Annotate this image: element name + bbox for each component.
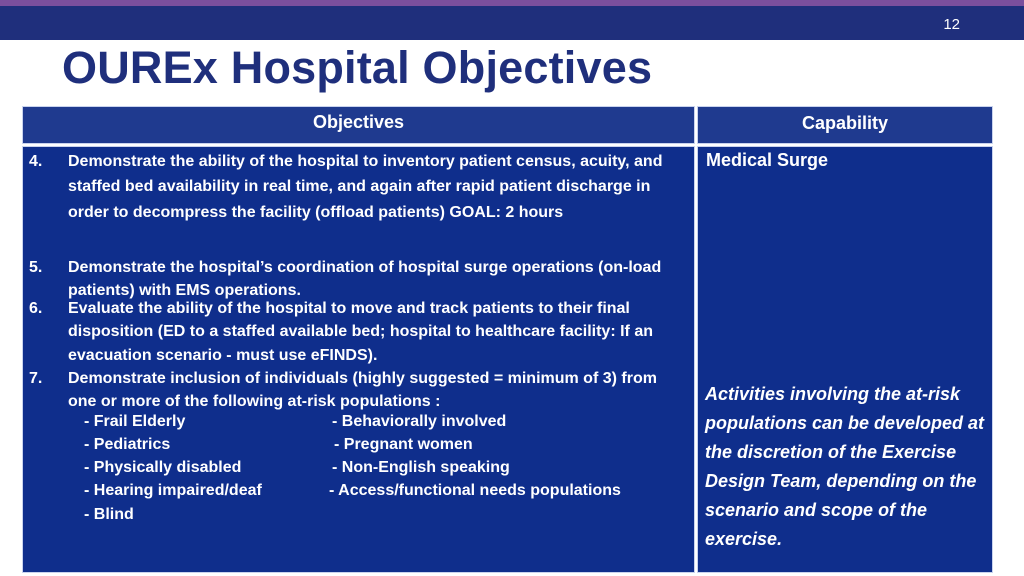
objectives-cell [22, 146, 695, 573]
objective-item [23, 367, 688, 414]
capability-heading: Medical Surge [706, 150, 829, 170]
objective-text: Demonstrate the ability of the hospital to inventory patient census, acuity, and staffed bed availability in real time, and again after rapid patient discharge in order to decompress the facility (offload patients) GOAL: 2 hours [68, 153, 663, 221]
population-item: - Access/functional needs populations [329, 482, 621, 499]
capability-cell [697, 146, 993, 573]
page-number: 12 [943, 16, 960, 33]
population-item: - Blind [84, 506, 134, 523]
objective-number: 6. [29, 300, 43, 317]
capability-note: Activities involving the at-risk populations can be developed at the discretion of the Exercise Design Team, depending on the scenario and scope of the exercise. [705, 384, 985, 549]
slide-title: OUREx Hospital Objectives [62, 42, 653, 93]
objective-item [23, 297, 688, 367]
population-item: - Physically disabled [84, 459, 242, 476]
population-item: - Behaviorally involved [332, 413, 507, 430]
top-accent-stripe [0, 0, 1024, 6]
objective-number: 4. [29, 153, 43, 170]
objective-number: 7. [29, 370, 43, 387]
objective-number: 5. [29, 259, 43, 276]
population-item: - Pregnant women [334, 436, 473, 453]
objective-item [23, 256, 688, 303]
population-item: - Hearing impaired/deaf [84, 482, 262, 499]
top-band [0, 0, 1024, 40]
objective-text: Evaluate the ability of the hospital to move and track patients to their final disposition (ED to a staffed available bed; hospital to healthcare facility: If an evacuation scenario - must use eFINDS). [68, 300, 653, 364]
objective-item [23, 149, 688, 225]
objective-text: Demonstrate inclusion of individuals (highly suggested = minimum of 3) from one or more of the following at-risk populations : [68, 370, 657, 411]
population-item: - Non-English speaking [332, 459, 510, 476]
objective-text: Demonstrate the hospital’s coordination of hospital surge operations (on-load patients) with EMS operations. [68, 259, 662, 300]
population-item: - Frail Elderly [84, 413, 186, 430]
capability-header: Capability [697, 106, 993, 144]
population-item: - Pediatrics [84, 436, 171, 453]
objectives-header: Objectives [22, 106, 695, 144]
